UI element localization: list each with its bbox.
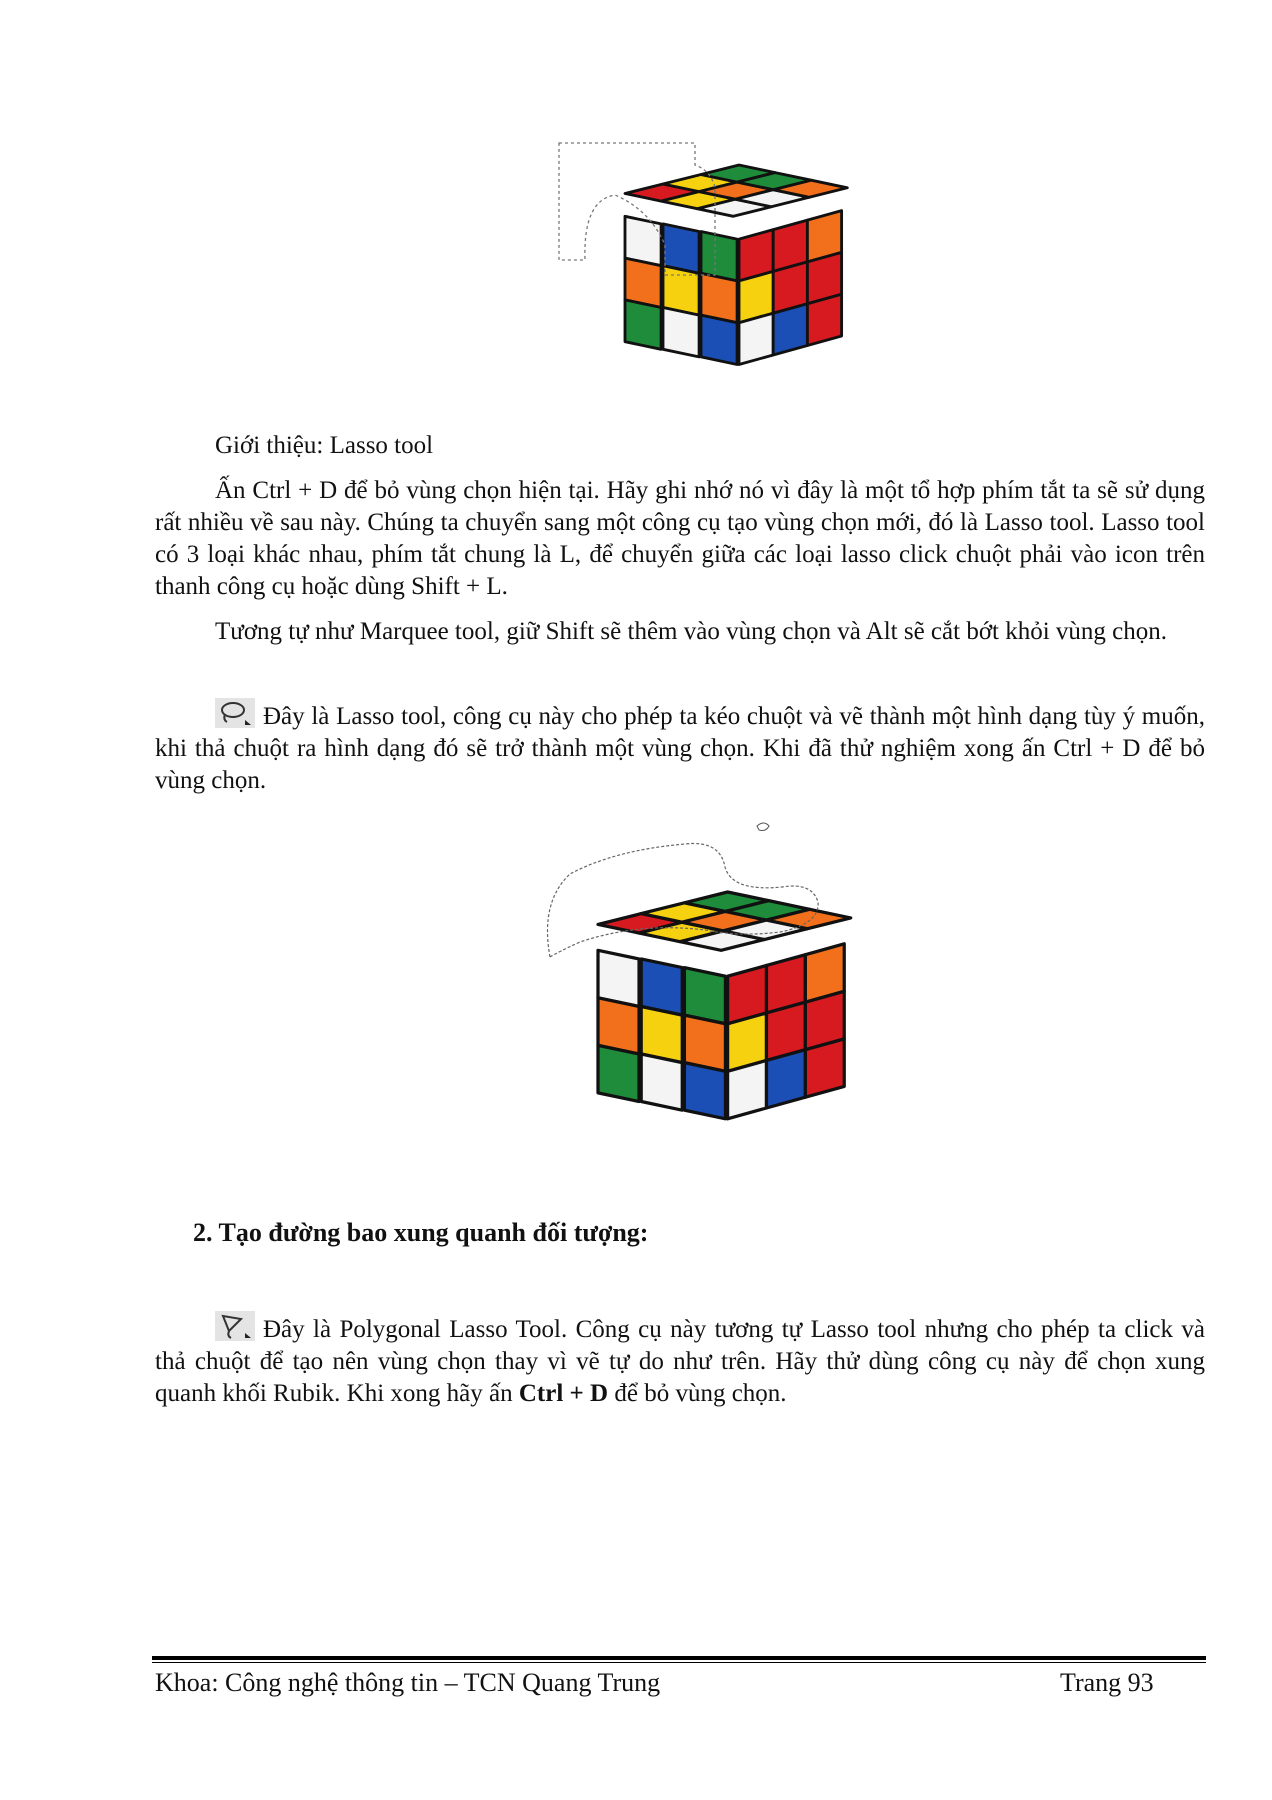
paragraph-lasso-tool	[155, 698, 1205, 797]
intro-line: Giới thiệu: Lasso tool	[215, 432, 434, 459]
cube-side-sticker	[773, 304, 807, 355]
footer-rule-thin	[152, 1662, 1206, 1663]
cube-side-sticker	[766, 1050, 805, 1108]
paragraph-polygonal-lasso	[155, 1311, 1205, 1410]
cube-front-sticker	[684, 1063, 725, 1119]
cube-front-sticker	[641, 1054, 682, 1110]
paragraph-ctrl-d: Ấn Ctrl + D để bỏ vùng chọn hiện tại. Hãy ghi nhớ nó vì đây là một tổ hợp phím tắt ta sẽ sử dụng rất nhiều về sau này. Chúng ta chuyển sang một công cụ tạo vùng chọn mới, đó là Lasso tool. Lasso tool có 3 loại khác nhau, phím tắt chung là L, để chuyển giữa các loại lasso click chuột phải vào icon trên thanh công cụ hoặc dùng Shift + L.	[155, 477, 1205, 600]
cube-side-sticker	[805, 1039, 844, 1097]
cube-front-sticker	[663, 308, 699, 357]
cube-side-sticker	[807, 294, 841, 345]
footer-page-number: Trang 93	[1060, 1668, 1154, 1697]
paragraph-polygonal-lasso-text: Đây là Polygonal Lasso Tool. Công cụ này tương tự Lasso tool nhưng cho phép ta click và thả chuột để tạo nên vùng chọn thay vì vẽ tự do như trên. Hãy thử dùng công cụ này để chọn xung quanh khối Rubik. Khi xong hãy ấn	[155, 1316, 1205, 1407]
paragraph-polygonal-lasso-end: để bỏ vùng chọn.	[608, 1380, 787, 1407]
cube-side-sticker	[739, 313, 773, 364]
cube-front-sticker	[625, 300, 661, 349]
footer-rule	[152, 1656, 1206, 1660]
cube-front-sticker	[701, 315, 737, 364]
lasso-tool-icon	[215, 698, 255, 728]
cube-side-sticker	[728, 1060, 767, 1118]
shortcut-ctrl-d: Ctrl + D	[518, 1380, 609, 1407]
paragraph-shift-alt: Tương tự như Marquee tool, giữ Shift sẽ thêm vào vùng chọn và Alt sẽ cắt bớt khỏi vùng chọn.	[215, 618, 1168, 645]
cube-front-sticker	[598, 1045, 639, 1101]
polygonal-lasso-tool-icon	[215, 1311, 255, 1341]
footer-department: Khoa: Công nghệ thông tin – TCN Quang Trung	[155, 1668, 661, 1697]
paragraph-lasso-tool-text: Đây là Lasso tool, công cụ này cho phép ta kéo chuột và vẽ thành một hình dạng tùy ý muốn, khi thả chuột ra hình dạng đó sẽ trở thành một vùng chọn. Khi đã thử nghiệm xong ấn Ctrl + D để bỏ vùng chọn.	[155, 703, 1205, 794]
figure-rubik-marquee-selection	[545, 125, 875, 415]
figure-rubik-lasso-selection	[520, 812, 905, 1157]
section-heading: 2. Tạo đường bao xung quanh đối tượng:	[193, 1218, 649, 1247]
